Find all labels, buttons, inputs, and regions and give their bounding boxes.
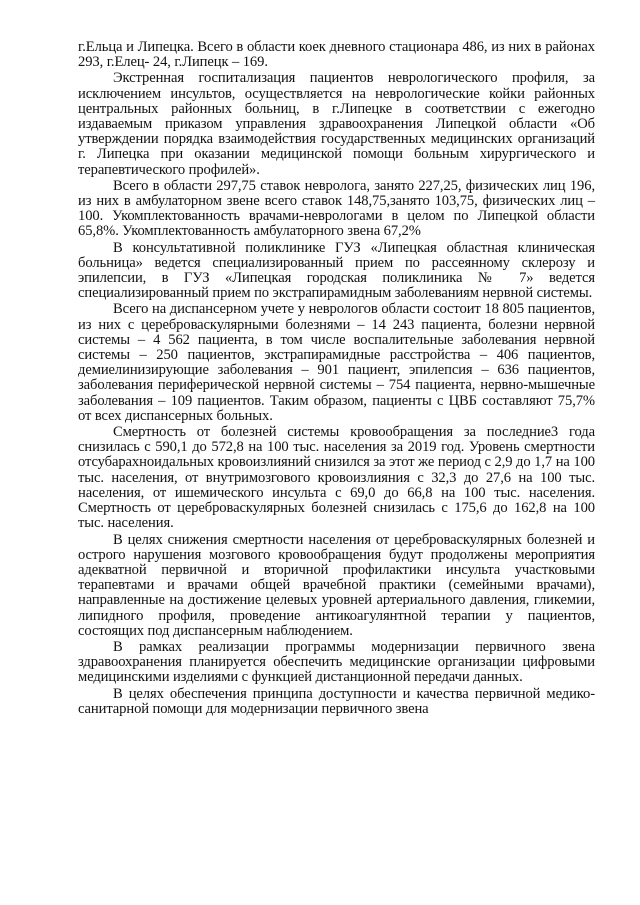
paragraph: В рамках реализации программы модернизации первичного звена здравоохранения планируется обеспечить медицинские организации цифровыми медицинскими изделиями с функцией дистанционной передачи данных. <box>78 638 595 686</box>
paragraph: В целях снижения смертности населения от цереброваскулярных болезней и острого нарушения мозгового кровообращения будут продолжены мероприятия адекватной первичной и вторичной профилактики инсульта участковыми терапевтами и врачами общей врачебной практики (семейными врачами), направленные на достижение целевых уровней артериального давления, гликемии, липидного профиля, проведение антикоагулянтной терапии у пациентов, состоящих под диспансерным наблюдением. <box>78 531 595 639</box>
paragraph: Смертность от болезней системы кровообращения за последние3 года снизилась с 590,1 до 572,8 на 100 тыс. населения за 2019 год. Уровень смертности отсубарахноидальных кровоизлияний снизился за этот же период с 2,9 до 1,7 на 100 тыс. населения, от внутримозгового кровоизлияния с 32,3 до 27,6 на 100 тыс. населения, от ишемического инсульта с 69,0 до 66,8 на 100 тыс. населения. Смертность от цереброваскулярных болезней снизилась с 175,6 до 162,8 на 100 тыс. населения. <box>78 424 595 532</box>
paragraph: г.Ельца и Липецка. Всего в области коек дневного стационара 486, из них в районах 293, г.Елец- 24, г.Липецк – 169. <box>78 39 595 71</box>
paragraph: В целях обеспечения принципа доступности и качества первичной медико-санитарной помощи для модернизации первичного звена <box>78 685 595 717</box>
paragraph: Всего в области 297,75 ставок невролога, занято 227,25, физических лиц 196, из них в амбулаторном звене всего ставок 148,75,занято 103,75, физических лиц – 100. Укомплектованность врачами-неврологами в целом по Липецкой области 65,8%. Укомплектованность амбулаторного звена 67,2% <box>78 177 595 240</box>
document-page <box>78 40 595 717</box>
paragraph: В консультативной поликлинике ГУЗ «Липецкая областная клиническая больница» ведется специализированный прием по рассеянному склерозу и эпилепсии, в ГУЗ «Липецкая городская поликлиника № 7» ведется специализированный прием по экстрапирамидным заболеваниям нервной системы. <box>78 239 595 302</box>
paragraph: Всего на диспансерном учете у неврологов области состоит 18 805 пациентов, из них с цереброваскулярными болезнями – 14 243 пациента, болезни нервной системы – 4 562 пациента, в том числе воспалительные заболевания нервной системы – 250 пациентов, экстрапирамидные расстройства – 406 пациентов, демиелинизирующие заболевания – 901 пациент, эпилепсия – 636 пациентов, заболевания периферической нервной системы – 754 пациента, нервно-мышечные заболевания – 109 пациентов. Таким образом, пациенты с ЦВБ составляют 75,7% от всех диспансерных больных. <box>78 301 595 424</box>
paragraph: Экстренная госпитализация пациентов неврологического профиля, за исключением инсультов, осуществляется на неврологические койки районных центральных районных больниц, в г.Липецке в соответствии с ежегодно издаваемым приказом управления здравоохранения Липецкой области «Об утверждении порядка взаимодействия государственных медицинских организаций г. Липецка при оказании медицинской помощи больным хирургического и терапевтического профилей». <box>78 70 595 178</box>
